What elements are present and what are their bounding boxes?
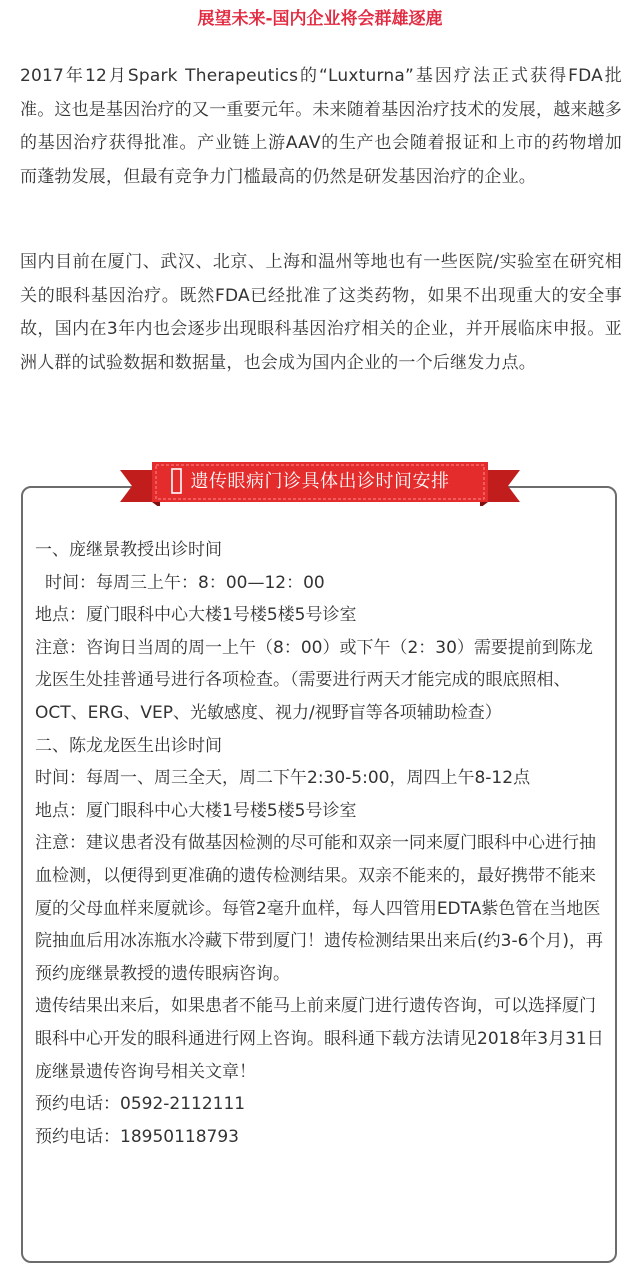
appointment-phone-1: 预约电话：0592-2112111 [35,1094,246,1115]
schedule-time-pang: 时间：每周三上午：8：00—12：00 [45,572,325,593]
section-title: 展望未来-国内企业将会群雄逐鹿 [197,9,443,29]
banner-title: 遗传眼病门诊具体出诊时间安排 [190,471,450,492]
schedule-box [21,486,617,1263]
intro-paragraph-2: 国内目前在厦门、武汉、北京、上海和温州等地也有一些医院/实验室在研究相关的眼科基因治疗。既然FDA已经批准了这类药物，如果不出现重大的安全事故，国内在3年内也会逐步出现眼科基因治疗相关的企业，并开展临床申报。亚洲人群的试验数据和数据量，也会成为国内企业的一个后继发力点。 [20,252,622,373]
schedule-heading-pang: 一、庞继景教授出诊时间 [35,540,222,560]
schedule-note-chen: 注意：建议患者没有做基因检测的尽可能和双亲一同来厦门眼科中心进行抽血检测，以便得到更准确的遗传检测结果。双亲不能来的，最好携带不能来厦的父母血样来厦就诊。每管2毫升血样，每人四管用EDTA紫色管在当地医院抽血后用冰冻瓶水冷藏下带到厦门！遗传检测结果出来后(约3-6个月)，再预约庞继景教授的遗传眼病咨询。 [35,833,604,984]
schedule-time-chen: 时间：每周一、周三全天，周二下午2:30-5:00，周四上午8-12点 [35,768,531,789]
appointment-phone-2: 预约电话：18950118793 [35,1126,239,1147]
schedule-banner [120,458,520,506]
schedule-location-chen: 地点：厦门眼科中心大楼1号楼5楼5号诊室 [35,800,357,821]
schedule-location-pang: 地点：厦门眼科中心大楼1号楼5楼5号诊室 [35,605,357,626]
intro-paragraph-1: 2017年12月Spark Therapeutics的“Luxturna”基因疗法正式获得FDA批准。这也是基因治疗的又一重要元年。未来随着基因治疗技术的发展，越来越多的基因治疗获得批准。产业链上游AAV的生产也会随着报证和上市的药物增加而蓬勃发展，但最有竞争力门槛最高的仍然是研发基因治疗的企业。 [20,66,622,187]
schedule-note-pang: 注意：咨询日当周的周一上午（8：00）或下午（2：30）需要提前到陈龙龙医生处挂普通号进行各项检查。（需要进行两天才能完成的眼底照相、OCT、ERG、VEP、光敏感度、视力/视野盲等各项辅助检查） [35,637,593,723]
schedule-online-consult: 遗传结果出来后，如果患者不能马上前来厦门进行遗传咨询，可以选择厦门眼科中心开发的眼科通进行网上咨询。眼科通下载方法请见2018年3月31日庞继景遗传咨询号相关文章！ [35,996,604,1082]
schedule-heading-chen: 二、陈龙龙医生出诊时间 [35,735,222,756]
schedule-content [35,534,609,1153]
